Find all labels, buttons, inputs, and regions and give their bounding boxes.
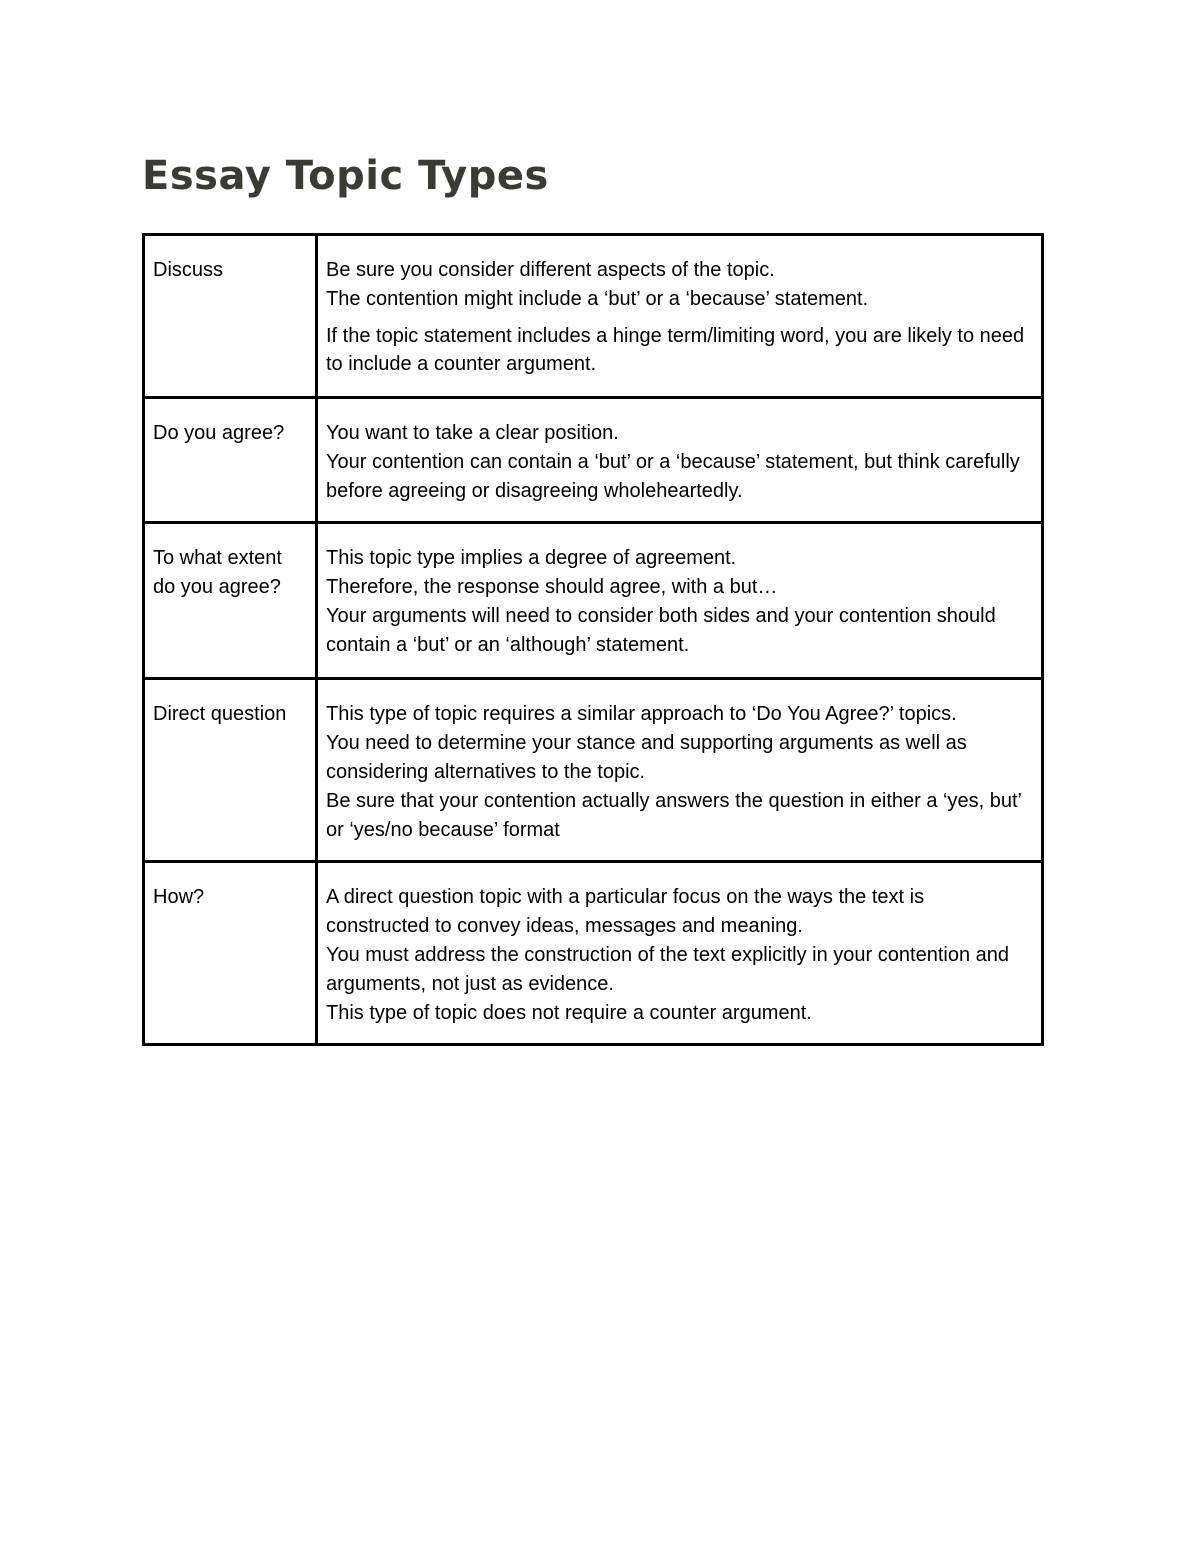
topic-type-cell: Do you agree? [144,398,317,523]
topic-type-cell: How? [144,862,317,1045]
table-row [144,523,1043,679]
description-line: Therefore, the response should agree, with a but… [326,576,778,599]
description-line: You must address the construction of the text explicitly in your contention and arguments, not just as evidence. [326,943,1009,995]
table-row [144,235,1043,398]
topic-type-cell: Direct question [144,679,317,862]
description-line: This type of topic requires a similar approach to ‘Do You Agree?’ topics. [326,703,957,726]
page-title: Essay Topic Types [142,153,549,199]
description-cell [317,862,1043,1045]
topic-type-cell: To what extent do you agree? [144,523,317,679]
description-line: Your contention can contain a ‘but’ or a ‘because’ statement, but think carefully before agreeing or disagreeing wholeheartedly. [326,450,1020,502]
description-line: You want to take a clear position. [326,422,619,444]
description-cell [317,679,1043,862]
topic-types-table [142,233,1044,1046]
description-line: This topic type implies a degree of agreement. [326,547,737,570]
description-line: This type of topic does not require a counter argument. [326,1001,812,1024]
description-cell [317,523,1043,679]
topic-type-cell: Discuss [144,235,317,398]
description-line: You need to determine your stance and supporting arguments as well as considering alternatives to the topic. [326,732,967,783]
table-row [144,398,1043,523]
description-line: Be sure that your contention actually answers the question in either a ‘yes, but’ or ‘yes/no because’ format [326,789,1022,841]
description-line: The contention might include a ‘but’ or a ‘because’ statement. [326,287,869,310]
description-line: Be sure you consider different aspects of the topic. [326,259,775,281]
description-line: If the topic statement includes a hinge term/limiting word, you are likely to need to include a counter argument. [326,324,1025,376]
description-cell [317,398,1043,523]
description-line: A direct question topic with a particular focus on the ways the text is constructed to convey ideas, messages and meaning. [326,886,925,938]
description-cell [317,235,1043,398]
description-line: Your arguments will need to consider both sides and your contention should contain a ‘but’ or an ‘although’ statement. [326,604,996,656]
table-row [144,862,1043,1045]
table-row [144,679,1043,862]
